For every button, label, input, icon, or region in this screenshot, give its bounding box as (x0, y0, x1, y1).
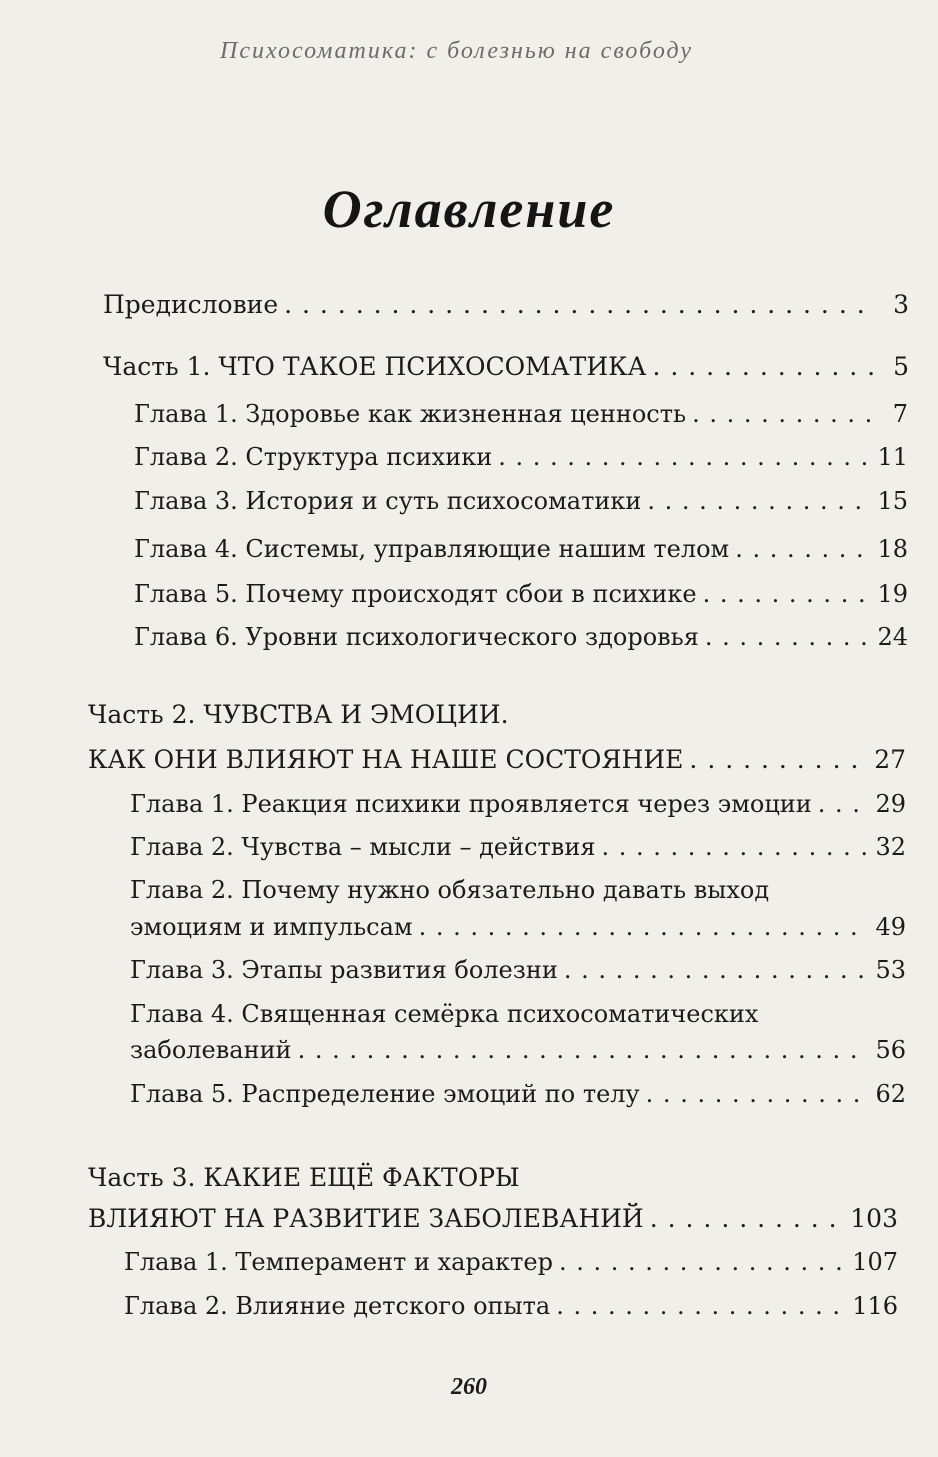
leader-dots (559, 1248, 846, 1276)
leader-dots (284, 290, 873, 319)
leader-dots (556, 1292, 846, 1320)
toc-entry-page: 116 (852, 1292, 898, 1320)
toc-entry-chapter[interactable] (130, 913, 906, 941)
leader-dots (650, 1204, 845, 1233)
toc-entry-page: 62 (875, 1080, 906, 1108)
toc-entry-chapter[interactable] (130, 956, 906, 984)
leader-dots (498, 443, 871, 471)
toc-entry-page: 56 (875, 1036, 906, 1064)
toc-entry-page: 18 (877, 535, 908, 563)
toc-entry-page: 32 (875, 833, 906, 861)
toc-entry-label: Глава 3. История и суть психосоматики (134, 487, 642, 515)
toc-entry-page: 49 (875, 913, 906, 941)
toc-entry-chapter[interactable] (134, 443, 908, 471)
toc-entry-page: 107 (852, 1248, 898, 1276)
leader-dots (298, 1036, 870, 1064)
leader-dots (647, 487, 871, 515)
toc-entry-page: 53 (875, 956, 906, 984)
toc-entry-label: Глава 1. Здоровье как жизненная ценность (134, 400, 687, 428)
toc-entry-label: Глава 4. Системы, управляющие нашим телом (134, 535, 730, 563)
toc-entry-page: 27 (874, 745, 906, 774)
toc-entry-label: Глава 5. Почему происходят сбои в психике (134, 580, 697, 608)
toc-entry-part-1[interactable] (103, 352, 909, 381)
toc-entry-label: КАК ОНИ ВЛИЯЮТ НА НАШЕ СОСТОЯНИЕ (88, 745, 684, 774)
toc-entry-chapter[interactable] (130, 790, 906, 818)
leader-dots (692, 400, 872, 428)
toc-entry-page: 24 (877, 623, 908, 651)
toc-part-3-title-line-1: Часть 3. КАКИЕ ЕЩЁ ФАКТОРЫ (88, 1163, 520, 1192)
toc-entry-label: Глава 1. Темперамент и характер (124, 1248, 553, 1276)
toc-entry-part-3[interactable] (88, 1204, 898, 1233)
leader-dots (646, 1080, 870, 1108)
toc-entry-page: 103 (850, 1204, 898, 1233)
toc-entry-chapter[interactable] (124, 1292, 898, 1320)
toc-entry-label: Предисловие (103, 290, 279, 319)
toc-entry-chapter[interactable] (134, 580, 908, 608)
toc-entry-chapter[interactable] (134, 487, 908, 515)
toc-entry-preface[interactable] (103, 290, 909, 319)
toc-part-2-title-line-1: Часть 2. ЧУВСТВА И ЭМОЦИИ. (88, 700, 509, 729)
toc-entry-chapter[interactable] (124, 1248, 898, 1276)
toc-entry-page: 11 (877, 443, 908, 471)
toc-entry-chapter[interactable] (134, 400, 908, 428)
leader-dots (601, 833, 869, 861)
toc-entry-label: заболеваний (130, 1036, 292, 1064)
running-header: Психосоматика: с болезнью на свободу (220, 38, 694, 64)
toc-chapter-title-line-1: Глава 4. Священная семёрка психосоматических (130, 1000, 759, 1028)
toc-entry-page: 3 (893, 290, 909, 319)
toc-entry-part-2[interactable] (88, 745, 906, 774)
toc-entry-chapter[interactable] (130, 1036, 906, 1064)
toc-entry-page: 7 (892, 400, 908, 428)
toc-entry-label: Глава 2. Чувства – мысли – действия (130, 833, 596, 861)
toc-entry-label: Глава 1. Реакция психики проявляется через эмоции (130, 790, 812, 818)
leader-dots (419, 913, 870, 941)
toc-entry-page: 29 (875, 790, 906, 818)
page-title: Оглавление (322, 179, 616, 239)
toc-entry-chapter[interactable] (130, 833, 906, 861)
toc-entry-label: эмоциям и импульсам (130, 913, 413, 941)
toc-entry-chapter[interactable] (134, 535, 908, 563)
leader-dots (703, 580, 872, 608)
leader-dots (564, 956, 870, 984)
leader-dots (689, 745, 868, 774)
toc-entry-chapter[interactable] (130, 1080, 906, 1108)
toc-entry-chapter[interactable] (134, 623, 908, 651)
leader-dots (705, 623, 872, 651)
leader-dots (818, 790, 870, 818)
toc-chapter-title-line-1: Глава 2. Почему нужно обязательно давать выход (130, 876, 770, 904)
leader-dots (652, 352, 873, 381)
toc-entry-page: 5 (893, 352, 909, 381)
toc-entry-page: 15 (877, 487, 908, 515)
toc-entry-label: ВЛИЯЮТ НА РАЗВИТИЕ ЗАБОЛЕВАНИЙ (88, 1204, 644, 1233)
toc-entry-label: Глава 2. Влияние детского опыта (124, 1292, 551, 1320)
toc-entry-label: Часть 1. ЧТО ТАКОЕ ПСИХОСОМАТИКА (103, 352, 647, 381)
toc-entry-label: Глава 5. Распределение эмоций по телу (130, 1080, 640, 1108)
toc-entry-label: Глава 2. Структура психики (134, 443, 493, 471)
toc-entry-page: 19 (877, 580, 908, 608)
leader-dots (735, 535, 871, 563)
toc-entry-label: Глава 3. Этапы развития болезни (130, 956, 558, 984)
page-number: 260 (451, 1374, 487, 1400)
toc-entry-label: Глава 6. Уровни психологического здоровья (134, 623, 699, 651)
